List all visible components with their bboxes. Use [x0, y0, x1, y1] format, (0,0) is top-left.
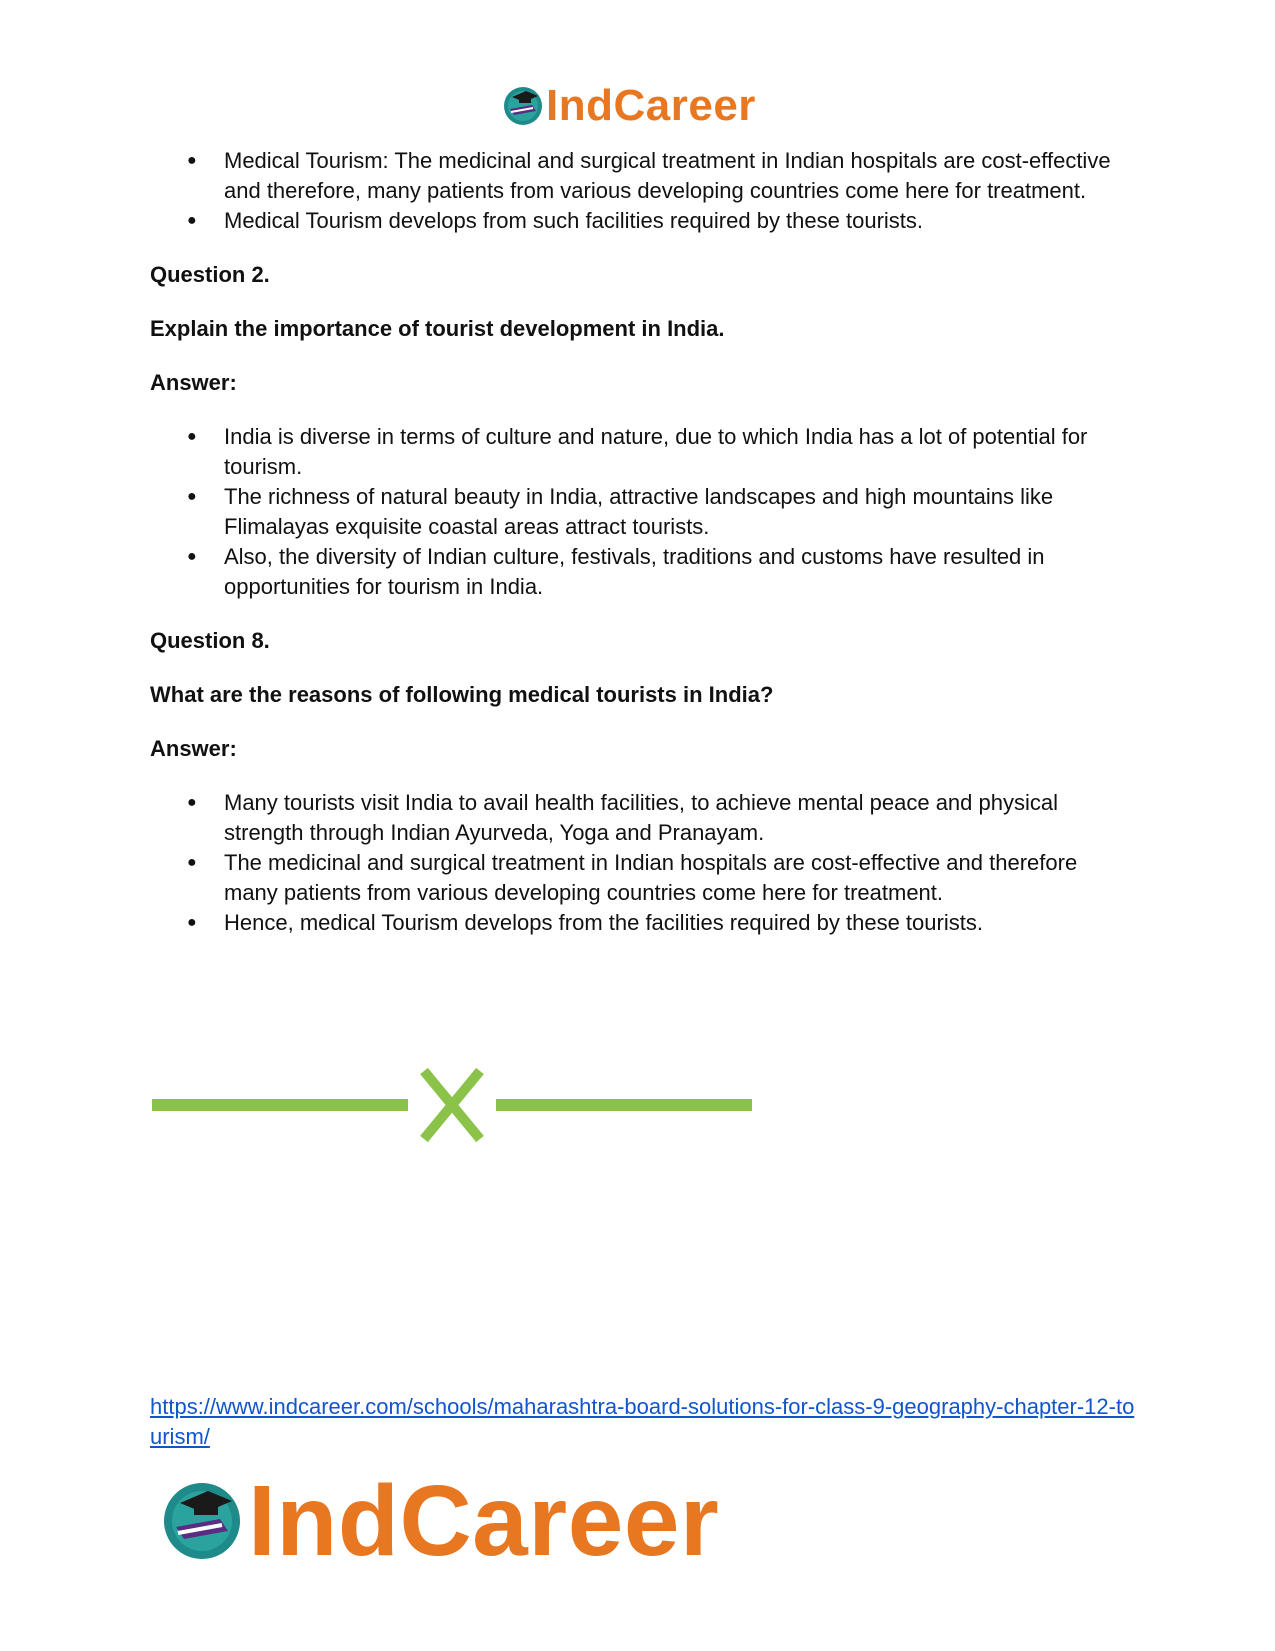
bullet-icon: ● — [187, 152, 197, 169]
question-text: What are the reasons of following medical tourists in India? — [150, 682, 774, 707]
source-link-block — [150, 1392, 1140, 1452]
source-link[interactable]: https://www.indcareer.com/schools/maharashtra-board-solutions-for-class-9-geography-chapter-12-tourism/ — [150, 1394, 1135, 1449]
answer-list — [150, 788, 1130, 938]
graduation-globe-icon — [502, 85, 544, 127]
page-content — [150, 146, 1130, 938]
answer-list — [150, 422, 1130, 602]
bullet-icon: ● — [187, 914, 197, 931]
list-item: ● Also, the diversity of Indian culture, festivals, traditions and customs have resulted in opportunities for tourism in India. — [187, 544, 1045, 599]
list-item: ● Medical Tourism: The medicinal and surgical treatment in Indian hospitals are cost-effective and therefore, many patients from various developing countries come here for treatment. — [187, 148, 1111, 203]
answer-label: Answer: — [150, 736, 237, 761]
answer-label: Answer: — [150, 370, 237, 395]
list-item: ● The richness of natural beauty in India, attractive landscapes and high mountains like Flimalayas exquisite coastal areas attract tourists. — [187, 484, 1054, 539]
list-item: ● Medical Tourism develops from such facilities required by these tourists. — [150, 206, 1130, 236]
logo-text: IndCareer — [248, 1465, 720, 1577]
list-item: ● Many tourists visit India to avail health facilities, to achieve mental peace and physical strength through Indian Ayurveda, Yoga and Pranayam. — [187, 790, 1058, 845]
logo-text: IndCareer — [546, 81, 756, 130]
question-number: Question 8. — [150, 628, 270, 653]
bullet-icon: ● — [187, 488, 197, 505]
intro-bullet-list — [150, 146, 1130, 236]
bullet-icon: ● — [187, 854, 197, 871]
graduation-globe-icon — [160, 1479, 244, 1563]
bullet-icon: ● — [187, 794, 197, 811]
list-item: ● The medicinal and surgical treatment in Indian hospitals are cost-effective and therefore many patients from various developing countries come here for treatment. — [187, 850, 1078, 905]
footer-logo — [160, 1466, 719, 1576]
list-item: ● India is diverse in terms of culture and nature, due to which India has a lot of potential for tourism. — [187, 424, 1088, 479]
list-item: ● Hence, medical Tourism develops from the facilities required by these tourists. — [150, 908, 1130, 938]
bullet-icon: ● — [187, 548, 197, 565]
bullet-icon: ● — [187, 212, 197, 229]
header-logo — [502, 80, 756, 132]
section-divider — [152, 1065, 752, 1145]
bullet-icon: ● — [187, 428, 197, 445]
question-number: Question 2. — [150, 262, 270, 287]
question-text: Explain the importance of tourist development in India. — [150, 316, 725, 341]
